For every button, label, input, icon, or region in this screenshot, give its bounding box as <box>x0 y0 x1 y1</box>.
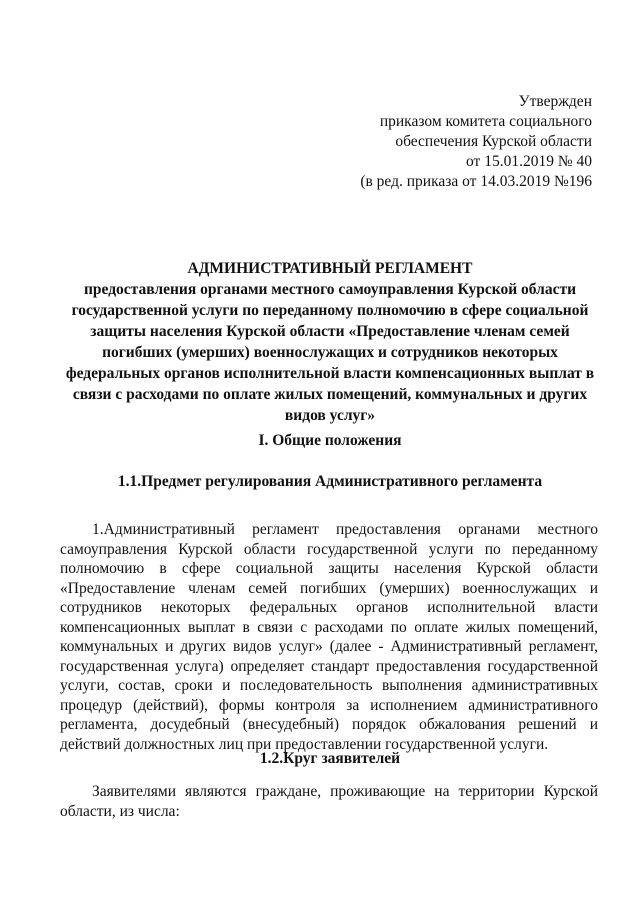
approval-line: приказом комитета социального <box>379 113 592 130</box>
paragraph-1: 1.Административный регламент предоставления органами местного самоуправления Курской области государственной услуги по переданному полномочию в сфере социальной защиты населения Курской области «Предоставление членам семей погибших (умерших) военнослужащих и сотрудников некоторых федеральных органов исполнительной власти компенсационных выплат в связи с расходами по оплате жилых помещений, коммунальных и других видов услуг» (далее - Административный регламент, государственная услуга) определяет стандарт предоставления государственной услуги, состав, сроки и последовательность выполнения административных процедур (действий), формы контроля за исполнением административного регламента, досудебный (внесудебный) порядок обжалования решений и действий должностных лиц при предоставлении государственной услуги. <box>60 521 598 753</box>
approval-line: обеспечения Курской области <box>395 133 592 150</box>
approval-block <box>360 92 592 192</box>
subsection-heading: 1.1.Предмет регулирования Административного регламента <box>117 473 543 490</box>
section-heading: I. Общие положения <box>258 432 402 449</box>
paragraph-2: Заявителями являются граждане, проживающие на территории Курской области, из числа: <box>60 783 598 820</box>
approval-line: (в ред. приказа от 14.03.2019 №196 <box>360 173 592 190</box>
title-subtitle: предоставления органами местного самоуправления Курской области государственной услуги по переданному полномочию в сфере социальной защиты населения Курской области «Предоставление членам семей погибших (умерших) военнослужащих и сотрудников некоторых федеральных органов исполнительной власти компенсационных выплат в связи с расходами по оплате жилых помещений, коммунальных и других видов услуг» <box>65 281 595 424</box>
approval-line: Утвержден <box>518 93 592 110</box>
approval-line: от 15.01.2019 № 40 <box>466 153 592 170</box>
document-title <box>60 258 600 426</box>
subsection-heading: 1.2.Круг заявителей <box>259 750 401 767</box>
title-main: АДМИНИСТРАТИВНЫЙ РЕГЛАМЕНТ <box>187 260 473 277</box>
